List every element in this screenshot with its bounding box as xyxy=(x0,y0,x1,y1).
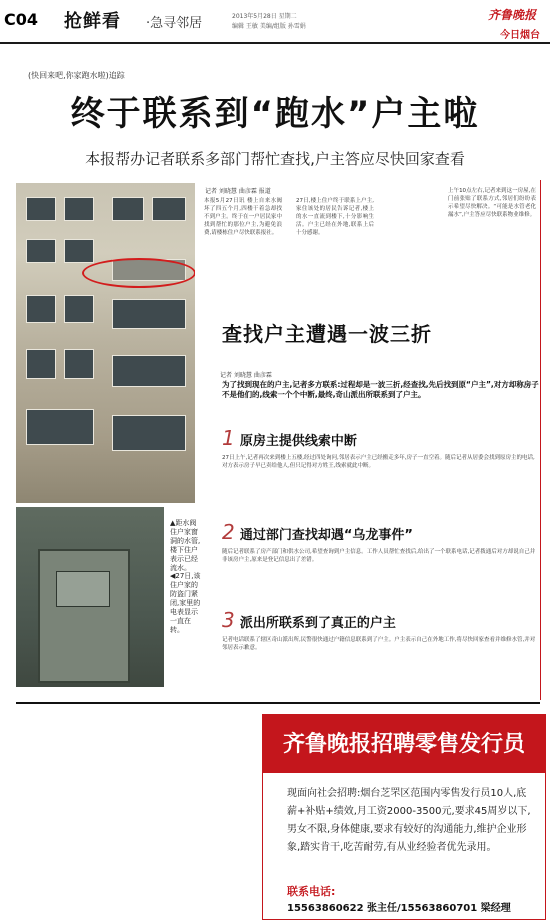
page-divider xyxy=(16,702,540,704)
header-divider xyxy=(0,42,550,44)
section-number: 3 xyxy=(222,608,235,632)
section-title: 派出所联系到了真正的户主 xyxy=(239,616,396,631)
ad-contact: 15563860622 张主任/15563860701 梁经理 xyxy=(287,903,511,914)
article-column-2: 27日,楼上住户终于联系上户主,家住该处的居民告诉记者,楼上的水一直流到楼下,十分影响生活。户主已经在外地,联系上后十分感谢。 xyxy=(296,198,374,236)
photo-caption-2: ◀27日,该住户家的防盗门紧闭,家里的电表显示一直在转。 xyxy=(170,572,201,634)
edition-label: 今日烟台 xyxy=(500,30,540,41)
main-headline: 终于联系到“跑水”户主啦 xyxy=(70,94,480,134)
door-photo xyxy=(16,507,164,687)
story-tag: (快回来吧,你家跑水啦)追踪 xyxy=(28,71,125,80)
leak-highlight-circle xyxy=(82,258,195,288)
article-column-1: 本报5月27日讯 楼上自来水阀坏了四五个月,四楼干着急却找不到户主。终于在一户居民家中找到帮忙的那位户主,为避免浪费,请楼栋住户尽快联系报社。 xyxy=(204,198,282,236)
section-text: 随后记者联系了房产部门和供水公司,希望查询到户主信息。工作人员帮忙查找后,给出了一个联系电话,记者拨通后对方却说自己并非该房户主,原来是登记信息出了差错。 xyxy=(222,549,536,563)
section-2 xyxy=(222,520,536,564)
follow-headline: 查找户主遭遇一波三折 xyxy=(222,322,432,346)
section-number: 2 xyxy=(222,520,235,544)
building-photo xyxy=(16,183,195,503)
page-number: C04 xyxy=(4,10,39,29)
section-text: 记者电话联系了辖区奇山派出所,民警很快通过户籍信息联系到了户主。户主表示自己在外地工作,将尽快回家查看并维修水管,并对邻居表示歉意。 xyxy=(222,637,536,651)
paper-logo: 齐鲁晚报 xyxy=(487,8,536,22)
section-number: 1 xyxy=(222,426,235,450)
photo-caption-1: ▲距水阀住户家窗洞的水管,楼下住户表示已经流水。 xyxy=(170,519,201,572)
issue-date: 2013年5月28日 星期二 xyxy=(232,13,297,20)
section-3 xyxy=(222,608,536,652)
section-name: ·急寻邻居 xyxy=(146,16,203,31)
section-1 xyxy=(222,426,536,470)
section-title: 原房主提供线索中断 xyxy=(239,434,357,449)
follow-byline: 记者 刘晓慧 曲彦霖 xyxy=(220,372,272,379)
section-title: 通过部门查找却遇“乌龙事件” xyxy=(239,528,413,543)
sub-headline: 本报帮办记者联系多部门帮忙查找,户主答应尽快回家查看 xyxy=(85,150,465,168)
article-column-3: 上午10点左右,记者来到这一房屋,在门前张贴了联系方式,邻居们纷纷表示希望尽快解决。“可能是水管老化漏水”,户主答应尽快联系物业维修。 xyxy=(448,188,536,218)
editor-credit: 编辑 王敏 美编/组版 孙雪娟 xyxy=(232,23,306,30)
section-text: 27日上午,记者再次来到楼上五楼,经过四处询问,邻居表示户主已经搬走多年,房子一直空着。随后记者从居委会找到原房主的电话,对方表示房子早已卖给他人,但只记得对方姓王,线索就此中断。 xyxy=(222,455,535,469)
ad-body: 现面向社会招聘:烟台芝罘区范围内零售发行员10人,底薪+补贴+绩效,月工资2000-3500元,要求45周岁以下,男女不限,身体健康,要求有较好的沟通能力,维护企业形象,踏实肯干,吃苦耐劳,有从业经验者优先录用。 xyxy=(287,788,531,853)
ad-title: 齐鲁晚报招聘零售发行员 xyxy=(282,732,525,757)
follow-lead: 为了找到现在的户主,记者多方联系:过程却是一波三折,经查找,先后找到原“户主”,对方却称房子不是他们的,线索一个个中断,最终,奇山派出所联系到了户主。 xyxy=(222,380,539,399)
column-brand: 抢鲜看 xyxy=(64,11,121,32)
ad-contact-label: 联系电话: xyxy=(287,885,336,898)
recruitment-ad xyxy=(262,714,546,920)
article-byline: 记者 刘晓慧 曲彦霖 报道 xyxy=(205,188,271,195)
column-rule xyxy=(540,180,541,700)
